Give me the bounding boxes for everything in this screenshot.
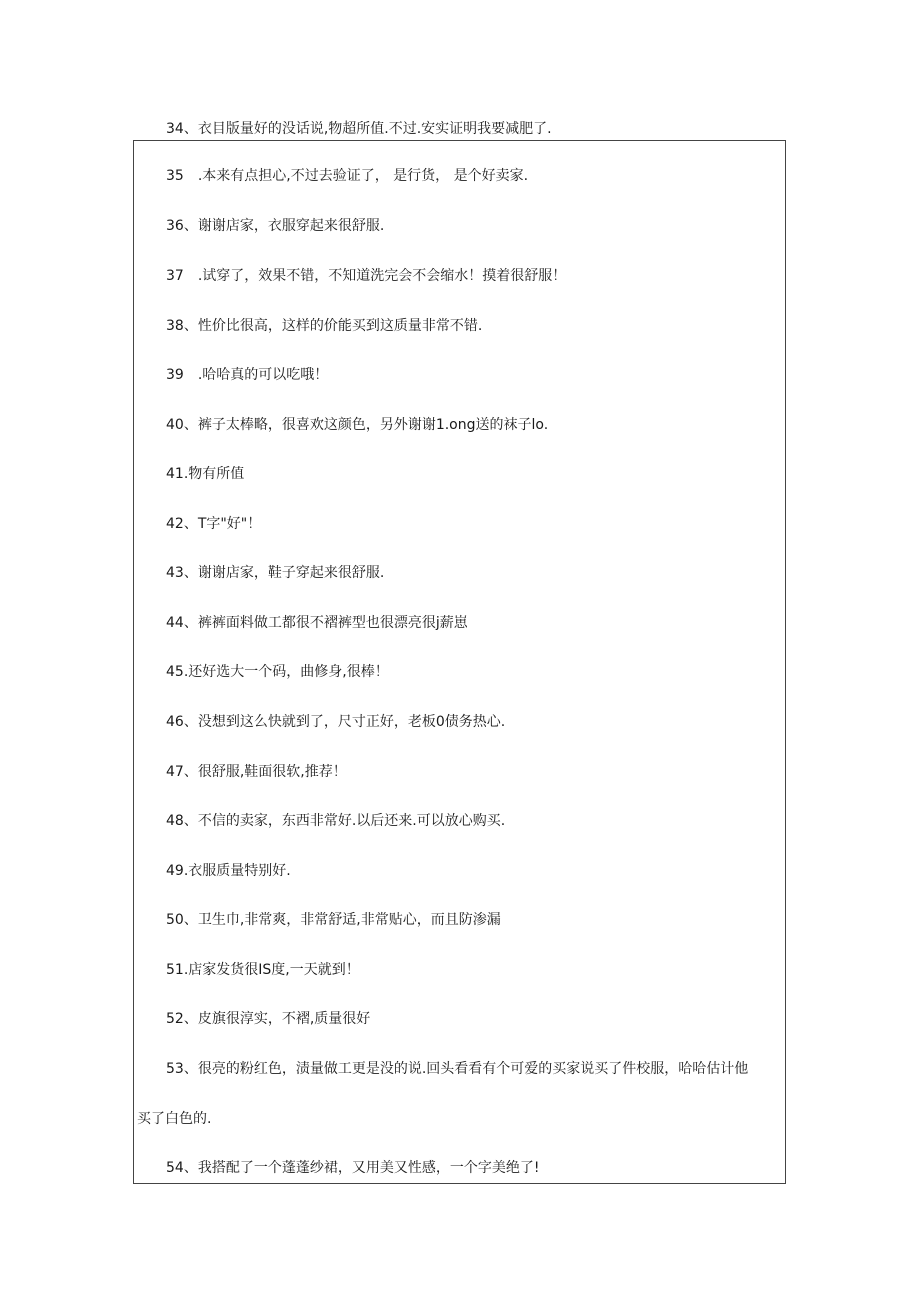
list-item-41: 41.物有所值: [166, 466, 245, 482]
list-item-43: 43、谢谢店家，鞋子穿起来很舒服.: [166, 565, 385, 581]
list-item-54: 54、我搭配了一个蓬蓬纱裙，又用美又性感，一个字美绝了!: [166, 1160, 540, 1176]
list-item-40: 40、裤子太棒略，很喜欢这颜色，另外谢谢1.ong送的袜子lo.: [166, 417, 549, 433]
list-item-51: 51.店家发货很IS度,一天就到！: [166, 962, 360, 978]
list-item-45: 45.还好选大一个码，曲修身,很棒！: [166, 664, 389, 680]
list-item-50: 50、卫生巾,非常爽，非常舒适,非常贴心，而且防渗漏: [166, 912, 501, 928]
list-item-42: 42、T字"好"！: [166, 516, 262, 532]
list-item-53: 53、很亮的粉红色，渍量做工更是没的说.回头看看有个可爱的买家说买了件校服，哈哈估计他: [166, 1061, 749, 1077]
list-item-46: 46、没想到这么快就到了，尺寸正好，老板0债务热心.: [166, 714, 506, 730]
list-item-48: 48、不信的卖家，东西非常好.以后还来.可以放心购买.: [166, 813, 506, 829]
list-item-38: 38、性价比很高，这样的价能买到这质量非常不错.: [166, 318, 483, 334]
list-item-49: 49.衣服质量特别好.: [166, 863, 291, 879]
list-item-44: 44、裤裤面料做工都很不褶裤型也很漂亮很j薪崽: [166, 615, 468, 631]
list-item-37: 37 .试穿了，效果不错，不知道洗完会不会缩水！摸着很舒服！: [166, 268, 567, 284]
list-item-53-continued: 买了白色的.: [137, 1111, 212, 1127]
list-item-52: 52、皮旗很淳实，不褶,质量很好: [166, 1011, 371, 1027]
list-item-34: 34、衣目版量好的没话说,物超所值.不过.安实证明我要减肥了.: [166, 121, 552, 137]
list-item-39: 39 .哈哈真的可以吃哦！: [166, 367, 329, 383]
list-item-47: 47、很舒服,鞋面很软,推荐！: [166, 764, 347, 780]
list-item-35: 35 .本来有点担心,不过去验证了， 是行货， 是个好卖家.: [166, 168, 529, 184]
list-item-36: 36、谢谢店家，衣服穿起来很舒服.: [166, 218, 385, 234]
